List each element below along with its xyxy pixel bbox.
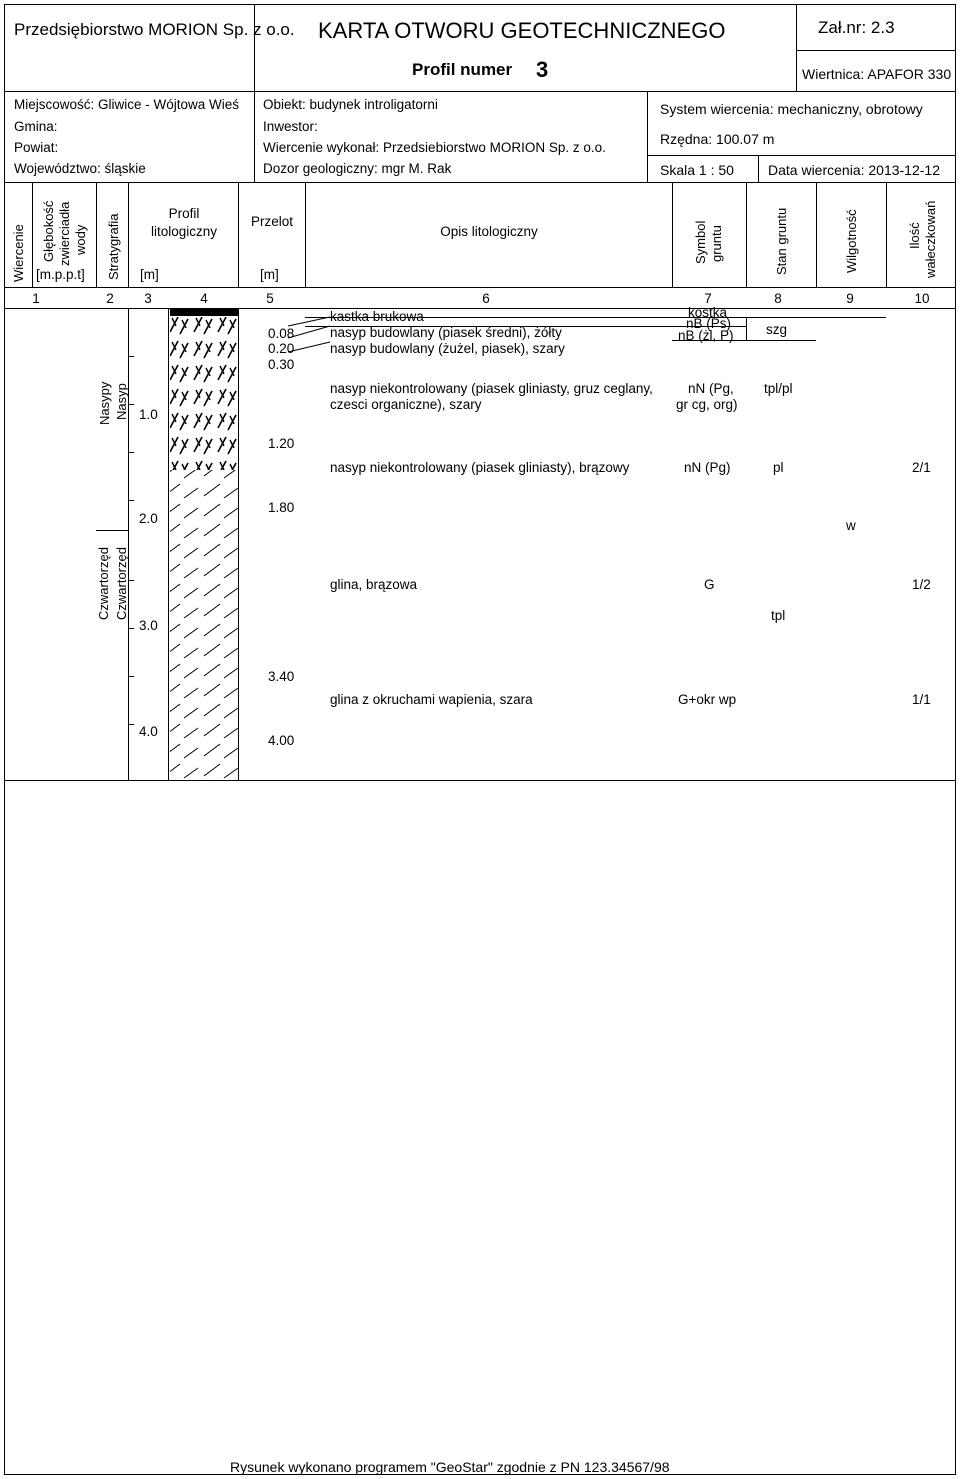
layer-rolls: 1/1 <box>912 692 931 707</box>
layer-symbol: nN (Pg) <box>684 460 731 475</box>
col-ilosc-1: Ilość <box>907 222 922 249</box>
col-number-5: 5 <box>266 291 274 306</box>
drilling-system: System wiercenia: mechaniczny, obrotowy <box>660 101 923 117</box>
przelot-value: 1.20 <box>268 436 295 451</box>
layer-symbol: gr cg, org) <box>676 397 738 412</box>
col-number-9: 9 <box>846 291 854 306</box>
unit-mppt: [m.p.p.t] <box>36 267 85 282</box>
layer-symbol: nB (Ps) <box>686 316 732 331</box>
col-stan: Stan gruntu <box>774 207 789 275</box>
object: Obiekt: budynek introligatorni <box>263 97 438 112</box>
footer-note: Rysunek wykonano programem "GeoStar" zgodnie z PN 123.34567/98 <box>230 1459 670 1475</box>
przelot-value: 0.08 <box>268 326 295 341</box>
card-title: KARTA OTWORU GEOTECHNICZNEGO <box>318 18 726 43</box>
col-number-6: 6 <box>482 291 490 306</box>
col-number-8: 8 <box>774 291 782 306</box>
layer-description: nasyp niekontrolowany (piasek gliniasty), brązowy <box>330 460 630 475</box>
col-number-1: 1 <box>32 291 40 306</box>
col-profil-2: litologiczny <box>150 224 218 239</box>
unit-m-1: [m] <box>140 267 159 282</box>
layer-symbol: G <box>704 577 715 592</box>
scale: Skala 1 : 50 <box>660 162 734 178</box>
profile-label: Profil numer <box>412 60 513 79</box>
layer-symbol: kostka <box>688 305 728 320</box>
layer-description: nasyp niekontrolowany (piasek gliniasty, gruz ceglany, <box>330 381 653 396</box>
layer-state: tpl/pl <box>764 381 793 396</box>
col-glebokosc-3: wody <box>73 224 88 255</box>
drilling-date: Data wiercenia: 2013-12-12 <box>768 162 940 178</box>
depth-label: 4.0 <box>139 724 158 739</box>
col-number-10: 10 <box>914 291 930 306</box>
company-name: Przedsiębiorstwo MORION Sp. z o.o. <box>14 20 295 39</box>
strat-czwartorzed-1: Czwartorzęd <box>96 547 111 620</box>
depth-label: 1.0 <box>139 407 158 422</box>
powiat: Powiat: <box>14 140 59 155</box>
przelot-value: 1.80 <box>268 500 295 515</box>
col-number-4: 4 <box>200 291 208 306</box>
col-symbol-2: gruntu <box>709 225 724 262</box>
col-przelot: Przelot <box>250 214 294 229</box>
attachment-number: Zał.nr: 2.3 <box>818 18 895 37</box>
layer-description: kastka brukowa <box>330 309 424 324</box>
przelot-value: 4.00 <box>268 733 295 748</box>
layer-symbol: G+okr wp <box>678 692 737 707</box>
layer-description: nasyp budowlany (żużel, piasek), szary <box>330 341 565 356</box>
wojewodztwo: Województwo: śląskie <box>14 161 146 176</box>
layer-state: pl <box>773 460 784 475</box>
executor: Wiercenie wykonał: Przedsiebiorstwo MORION Sp. z o.o. <box>263 140 606 155</box>
col-number-2: 2 <box>106 291 114 306</box>
layer-moisture: w <box>846 518 856 533</box>
col-profil-1: Profil <box>168 206 200 221</box>
investor: Inwestor: <box>263 119 318 134</box>
elevation: Rzędna: 100.07 m <box>660 131 775 147</box>
strat-czwartorzed-2: Czwartorzęd <box>114 547 129 620</box>
gmina: Gmina: <box>14 119 58 134</box>
col-number-7: 7 <box>704 291 712 306</box>
rig-name: Wiertnica: APAFOR 330 <box>802 66 952 82</box>
profile-number: 3 <box>536 57 549 82</box>
supervisor: Dozor geologiczny: mgr M. Rak <box>263 161 452 176</box>
layer-symbol: nN (Pg, <box>688 381 734 396</box>
col-opis: Opis litologiczny <box>440 224 538 239</box>
layer-description: glina, brązowa <box>330 577 418 592</box>
layer-state: tpl <box>771 608 786 623</box>
depth-label: 2.0 <box>139 511 158 526</box>
col-stratygrafia: Stratygrafia <box>106 213 121 280</box>
layer-description: glina z okruchami wapienia, szara <box>330 692 533 707</box>
przelot-value: 0.30 <box>268 357 295 372</box>
col-ilosc-2: wałeczkowań <box>923 200 938 278</box>
strat-nasypy: Nasypy <box>97 381 112 425</box>
layer-description: nasyp budowlany (piasek średni), żółty <box>330 325 562 340</box>
strat-nasyp: Nasyp <box>114 383 129 420</box>
layer-rolls: 1/2 <box>912 577 931 592</box>
layer-rolls: 2/1 <box>912 460 931 475</box>
layer-state: szg <box>766 322 788 337</box>
przelot-value: 0.20 <box>268 341 295 356</box>
layer-description: czesci organiczne), szary <box>330 397 482 412</box>
col-glebokosc-1: Głębokość <box>41 200 56 262</box>
depth-label: 3.0 <box>139 618 158 633</box>
col-glebokosc-2: zwierciadła <box>57 201 72 266</box>
col-number-3: 3 <box>144 291 152 306</box>
unit-m-2: [m] <box>260 267 279 282</box>
przelot-value: 3.40 <box>268 669 295 684</box>
location: Miejscowość: Gliwice - Wójtowa Wieś <box>14 97 240 112</box>
layer-symbol: nB (żl, P) <box>678 328 734 343</box>
col-symbol-1: Symbol <box>693 220 708 264</box>
col-wiercenie: Wiercenie <box>11 224 26 282</box>
col-wilgotnosc: Wilgotność <box>844 209 859 273</box>
